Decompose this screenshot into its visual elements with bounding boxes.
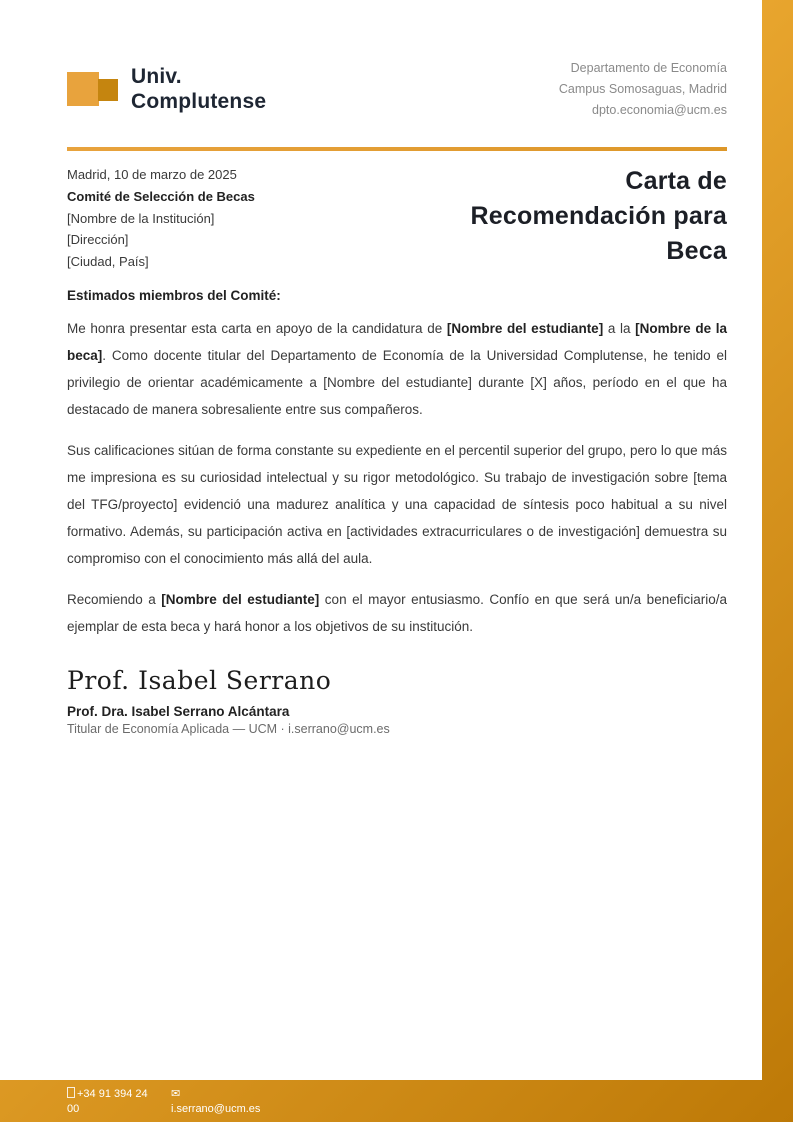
- date-and-recipient: [67, 164, 255, 273]
- department-contact-block: [559, 58, 727, 121]
- logo-square-dark: [98, 79, 118, 101]
- letter-date: Madrid, 10 de marzo de 2025: [67, 166, 237, 182]
- university-logo: [67, 64, 266, 114]
- logo-text: [131, 64, 266, 114]
- document-title: Carta de Recomendación para Beca: [470, 166, 727, 265]
- paragraph-qualifications: Sus calificaciones sitúan de forma constante su expediente en el percentil superior del grupo, pero lo que más me impresiona es su curiosidad intelectual y su rigor metodológico. Su trabajo de investigación sobre [tema del TFG/proyecto] evidenció una madurez analítica y una capacidad de síntesis poco habitual a su nivel formativo. Además, su participación activa en [actividades extracurriculares o de investigación] demuestra su compromiso con el conocimiento más allá del aula.: [67, 443, 727, 566]
- letter-meta-row: [67, 164, 727, 273]
- header-divider: [67, 147, 727, 151]
- paragraph-introduction: Me honra presentar esta carta en apoyo de la candidatura de [Nombre del estudiante] a la [Nombre de la beca]. Como docente titular del Departamento de Economía de la Universidad Complutense, he tenido el privilegio de orientar académicamente a [Nombre del estudiante] durante [X] años, período en el que ha destacado de manera sobresaliente entre sus compañeros.: [67, 321, 727, 417]
- logo-line-2: Complutense: [131, 90, 267, 113]
- footer-phone-number: +34 91 394 24 00: [67, 1088, 148, 1115]
- footer-phone: [67, 1087, 157, 1117]
- logo-line-1: Univ.: [131, 65, 182, 88]
- handwritten-signature: Prof. Isabel Serrano: [67, 666, 332, 695]
- campus-address: Campus Somosaguas, Madrid: [558, 82, 727, 96]
- letter-body: [67, 288, 727, 640]
- signer-name: Prof. Dra. Isabel Serrano Alcántara: [67, 704, 290, 719]
- recipient-address-placeholder: [Dirección]: [67, 232, 129, 247]
- recipient-committee: Comité de Selección de Becas: [67, 189, 255, 204]
- paragraph-recommendation: Recomiendo a [Nombre del estudiante] con el mayor entusiasmo. Confío en que será un/a beneficiario/a ejemplar de esta beca y hará honor a los objetivos de su institución.: [67, 592, 727, 634]
- logo-squares-icon: [67, 71, 121, 107]
- signature-block: [67, 666, 727, 736]
- footer-email-address: i.serrano@ucm.es: [171, 1103, 261, 1115]
- phone-icon: [67, 1087, 75, 1098]
- department-email: dpto.economia@ucm.es: [592, 103, 727, 117]
- department-name: Departamento de Economía: [570, 61, 727, 75]
- logo-square-light: [67, 72, 99, 106]
- footer-bar: [0, 1080, 793, 1122]
- salutation: Estimados miembros del Comité:: [67, 288, 281, 303]
- signer-role: Titular de Economía Aplicada — UCM · i.serrano@ucm.es: [67, 722, 390, 736]
- footer-email: [171, 1087, 260, 1117]
- recipient-institution-placeholder: [Nombre de la Institución]: [67, 210, 215, 226]
- letterhead: [67, 56, 727, 121]
- mail-icon: ✉: [171, 1088, 181, 1100]
- recipient-city-placeholder: [Ciudad, País]: [67, 253, 149, 269]
